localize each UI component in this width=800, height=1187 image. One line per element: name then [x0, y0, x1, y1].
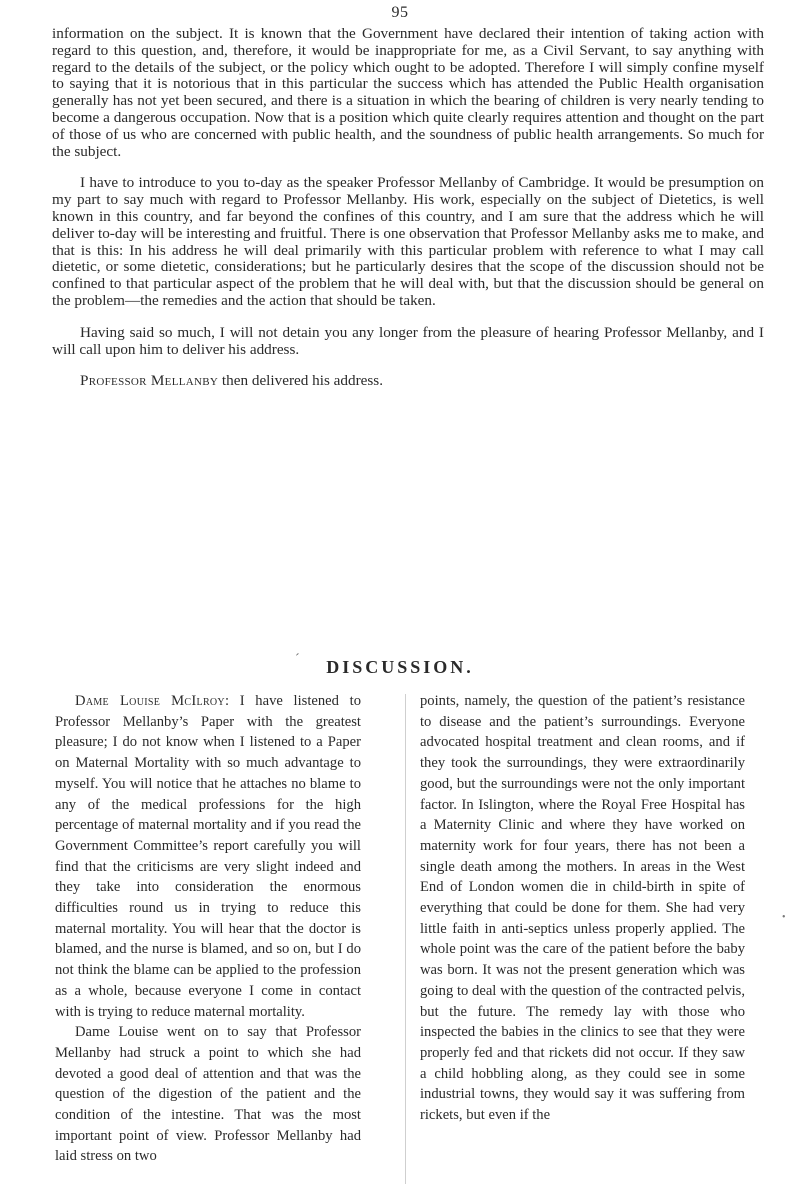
- intro-paragraph-1: information on the subject. It is known that the Government have declared their intention of taking action with regard to this question, and, therefore, it would be inappropriate for me, as a Civil Servant, to say anything with regard to the details of the subject, or the policy which ought to be adopted. Therefore I will simply confine myself to saying that it is notorious that in this particular the success which has attended the Public Health organisation generally has not yet been secured, and there is a situation in which the bearing of children is very nearly tending to become a dangerous occupation. Now that is a position which quite clearly requires attention and thought on the part of those of us who are concerned with public health, and the soundness of public health arrangements. So much for the subject.: [52, 25, 764, 160]
- intro-paragraph-3: Having said so much, I will not detain you any longer from the pleasure of hearing Professor Mellanby, and I will call upon him to deliver his address.: [52, 323, 764, 358]
- left-paragraph-1: [55, 691, 361, 1022]
- speaker-name: Professor Mellanby: [80, 372, 219, 390]
- intro-section: [52, 26, 764, 390]
- speaker-action: then delivered his address.: [218, 372, 384, 390]
- discussion-heading-text: DISCUSSION.: [326, 657, 474, 677]
- intro-paragraph-2: I have to introduce to you to-day as the speaker Professor Mellanby of Cambridge. It would be presumption on my part to say much with regard to Professor Mellanby. His work, especially on the subject of Dietetics, is well known in this country, and far beyond the confines of this country, and I am sure that the address which he will deliver to-day will be interesting and fruitful. There is one observation that Professor Mellanby asks me to make, and that is this: In his address he will deal primarily with this particular problem with reference to what I may call dietetic, or some dietetic, considerations; but he particularly desires that the scope of the discussion should not be confined to that particular aspect of the problem that he will deal with, but that the discussion should be general on the problem—the remedies and the action that should be taken.: [52, 174, 764, 309]
- discussion-heading: [0, 652, 800, 678]
- left-paragraph-2: Dame Louise went on to say that Professor Mellanby had struck a point to which she had devoted a good deal of attention and that was the question of the digestion of the patient and the condition of the intestine. That was the most important point of view. Professor Mellanby had laid stress on two: [55, 1024, 361, 1165]
- discussion-right-column: [420, 691, 745, 1126]
- intro-paragraph-4: [52, 373, 764, 390]
- right-paragraph-1: points, namely, the question of the patient’s resistance to disease and the patient’s surroundings. Everyone advocated hospital treatment and clean rooms, and if they took the surroundings, they were extraordinarily good, but the surroundings were not the only important factor. In Islington, where the Royal Free Hospital has a Maternity Clinic and where they have worked on maternity work for four years, there has not been a single death among the mothers. In areas in the West End of London women die in child-birth in spite of everything that could be done for them. She had very little faith in anti-septics unless properly applied. The whole point was the care of the patient before the baby was born. It was not the present generation which was going to deal with the question of the contracted pelvis, but the future. The remedy lay with those who inspected the babies in the clinics to see that they were properly fed and that rickets did not occur. If they saw a child hobbling along, as they could see in some industrial towns, they would say it was suffering from rickets, but even if the: [420, 693, 745, 1124]
- column-divider: [405, 694, 406, 1184]
- stray-mark: ´: [295, 652, 303, 667]
- left-paragraph-1-text: : I have listened to Professor Mellanby’s Paper with the greatest pleasure; I do not know when I listened to a Paper on Maternal Mortality with so much advantage to myself. You will notice that he attaches no blame to any of the medical professions for the high percentage of maternal mortality and if you read the Government Committee’s report carefully you will find that the criticisms are very slight indeed and they take into consideration the enormous difficulties round us in trying to reduce this maternal mortality. You will hear that the doctor is blamed, and the nurse is blamed, and so on, but I do not think the blame can be applied to the profession as a whole, because everyone I come in contact with is trying to reduce maternal mortality.: [55, 693, 361, 1020]
- page-number: 95: [391, 4, 409, 21]
- margin-dot: •: [782, 912, 786, 923]
- discussant-name: Dame Louise McIlroy: [75, 693, 225, 709]
- discussion-left-column: [55, 691, 361, 1167]
